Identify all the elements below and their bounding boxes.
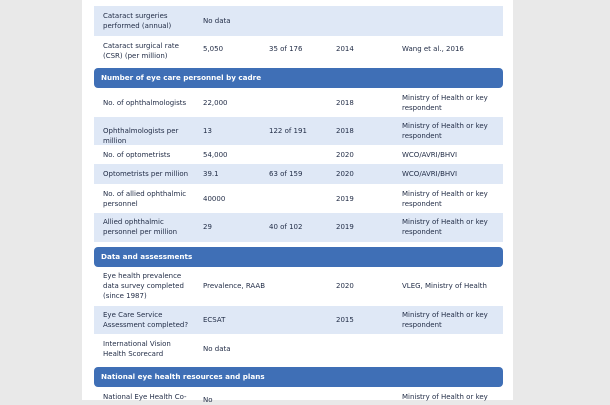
indicator-cell: Eye health prevalence data survey completed (since 1987) — [103, 272, 184, 300]
table-row — [94, 117, 503, 145]
section-title: Data and assessments — [101, 252, 193, 261]
rank-cell: 122 of 191 — [269, 127, 307, 135]
value-cell: 5,050 — [203, 45, 224, 53]
value-cell: Prevalence, RAAB — [203, 282, 266, 290]
value-cell: No data — [203, 17, 231, 25]
rank-cell: 63 of 159 — [269, 170, 303, 178]
indicator-cell: No. of optometrists — [103, 151, 171, 159]
indicator-cell: Cataract surgeries performed (annual) — [103, 12, 172, 30]
source-cell: Ministry of Health or key — [402, 393, 488, 401]
table-row — [94, 164, 503, 184]
rank-cell: 40 of 102 — [269, 223, 303, 231]
source-cell: Ministry of Health or key respondent — [402, 94, 488, 112]
year-cell: 2020 — [336, 282, 354, 290]
indicator-cell: Eye Care Service Assessment completed? — [103, 311, 189, 329]
table-row — [94, 390, 503, 404]
source-cell: Wang et al., 2016 — [402, 45, 464, 53]
indicator-cell: Cataract surgical rate (CSR) (per million) — [103, 42, 179, 60]
table-row — [94, 335, 503, 363]
value-cell: No — [203, 396, 213, 404]
source-cell: WCO/AVRI/BHVI — [402, 151, 458, 159]
table-row — [94, 269, 503, 305]
value-cell: 39.1 — [203, 170, 219, 178]
source-cell: WCO/AVRI/BHVI — [402, 170, 458, 178]
source-cell: Ministry of Health or key respondent — [402, 311, 488, 329]
year-cell: 2019 — [336, 223, 354, 231]
year-cell: 2020 — [336, 151, 354, 159]
section-header-eye-care-personnel — [94, 68, 503, 88]
source-cell: VLEG, Ministry of Health — [402, 282, 487, 290]
year-cell: 2014 — [336, 45, 354, 53]
year-cell: 2020 — [336, 170, 354, 178]
year-cell: 2019 — [336, 195, 354, 203]
year-cell: 2015 — [336, 316, 354, 324]
indicator-cell: No. of allied ophthalmic personnel — [103, 190, 187, 208]
table-row — [94, 306, 503, 334]
indicator-cell: Optometrists per million — [103, 170, 189, 178]
section-title: National eye health resources and plans — [101, 372, 265, 381]
table-row — [94, 146, 503, 164]
value-cell: 40000 — [203, 195, 226, 203]
table-row — [94, 185, 503, 213]
value-cell: ECSAT — [203, 316, 226, 324]
indicator-cell: National Eye Health Co- — [103, 393, 187, 401]
indicator-cell: Allied ophthalmic personnel per million — [103, 218, 178, 236]
section-header-national-resources-plans — [94, 367, 503, 387]
page-content — [82, 0, 513, 404]
value-cell: 29 — [203, 223, 212, 231]
source-cell: Ministry of Health or key respondent — [402, 122, 488, 140]
value-cell: 54,000 — [203, 151, 228, 159]
value-cell: No data — [203, 345, 231, 353]
source-cell: Ministry of Health or key respondent — [402, 190, 488, 208]
section-header-data-and-assessments — [94, 247, 503, 267]
rank-cell: 35 of 176 — [269, 45, 303, 53]
table-row — [94, 90, 503, 116]
indicator-cell: International Vision Health Scorecard — [103, 340, 171, 358]
year-cell: 2018 — [336, 127, 354, 135]
indicator-cell: No. of ophthalmologists — [103, 99, 187, 107]
section-title: Number of eye care personnel by cadre — [101, 73, 262, 82]
value-cell: 22,000 — [203, 99, 228, 107]
table-row — [94, 38, 503, 62]
source-cell: Ministry of Health or key respondent — [402, 218, 488, 236]
year-cell: 2018 — [336, 99, 354, 107]
indicator-cell: Ophthalmologists per million — [103, 127, 179, 145]
table-row — [94, 213, 503, 242]
table-row — [94, 6, 503, 36]
value-cell: 13 — [203, 127, 212, 135]
